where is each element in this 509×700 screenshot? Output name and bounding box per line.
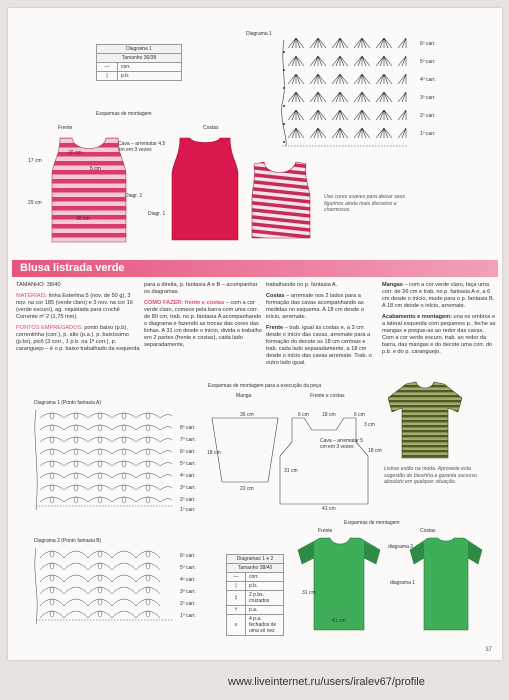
- legend-text: p.a.: [246, 606, 284, 615]
- measure-6cm-left: 6 cm: [298, 412, 309, 418]
- measure-36cm-sleeve: 36 cm: [240, 412, 254, 418]
- legend-text: corr.: [246, 573, 284, 582]
- measure-18cm-armhole: 18 cm: [368, 448, 382, 454]
- text-column-2: [144, 282, 262, 353]
- text-column-4: [382, 282, 496, 360]
- row-arrow-label: 5º carr.: [420, 59, 436, 65]
- bottom-back-label: Costas: [420, 528, 436, 534]
- diag1-label: Diagr. 1: [125, 193, 143, 199]
- row-label: 3º carr.: [180, 485, 196, 491]
- legend-subtitle: Tamanho 38/40: [227, 564, 284, 573]
- armhole-note: Cava – arrematar 4,5 cm em 3 vezes: [118, 141, 166, 153]
- bottom-front-label: Frente: [318, 528, 333, 534]
- measure-17cm: 17 cm: [28, 158, 42, 164]
- top-section: [8, 8, 502, 252]
- legend-symbol: ‡: [227, 591, 246, 606]
- legend-text: corr.: [118, 63, 182, 72]
- measure-31cm-bottom: 31 cm: [302, 590, 316, 596]
- mid-schematic-title: Esquemas de montagem para a execução da peça: [208, 383, 322, 389]
- measure-36cm: 36 cm: [76, 216, 90, 222]
- row-arrow-label: 6º carr.: [420, 41, 436, 47]
- row-label: 5º carr.: [180, 565, 196, 571]
- materials-text: linha Esterlina 5 (nov. de 50 g), 3 nov. na cor 185 (verde claro) e 3 nov. na cor 16 (verde escuro), ag. niquelada para crochê Corrente nº 2 (1,75 mm).: [16, 293, 134, 320]
- pink-top-back-diagram: [168, 134, 242, 244]
- back-text: – arremate nos 2 lados para a formação das cavas acompanhando as medidas no esquema. A 18 cm desde o início, arremate.: [266, 293, 364, 320]
- back-label: Costas: [203, 125, 219, 131]
- col3-intro: trabalhando no p. fantasia A.: [266, 282, 338, 288]
- diagram2-label: diagrama 2: [388, 544, 414, 550]
- sleeves-text: – com a cor verde claro, faça uma corr. de 26 cm e trab. no p. fantasia A e, a 6 cm desde o início, mude para o p. fantasia B. A 18 cm desde o início, arremate.: [382, 282, 495, 309]
- green-top-caption: Listras estão na moda. Aproveite esta sugestão de blusinha e garanta sucesso absoluto em qualquer situação.: [384, 466, 477, 485]
- row-label: 4º carr.: [180, 577, 196, 583]
- front-label: Frente: [58, 125, 73, 131]
- crochet-diagram-1: [278, 34, 418, 152]
- diagram-a-title: Diagrama 1 (Ponto fantasia A): [34, 400, 101, 406]
- row-label: 2º carr.: [180, 497, 196, 503]
- row-arrow-label: 3º carr.: [420, 95, 436, 101]
- green-top-photo: [382, 380, 466, 462]
- row-arrow-label: 1º carr.: [420, 131, 436, 137]
- measure-41cm-bottom: 41 cm: [332, 618, 346, 624]
- how-to-heading: COMO FAZER: frente e costas: [144, 300, 225, 306]
- row-label: 1º carr.: [180, 507, 196, 513]
- footer-url[interactable]: www.liveinternet.ru/users/iralev67/profile: [228, 676, 425, 688]
- measure-18cm-sleeve: 18 cm: [207, 450, 221, 456]
- legend-text: p.b.: [118, 72, 182, 81]
- sleeves-heading: Mangas: [382, 282, 403, 288]
- row-label: 6º carr.: [180, 553, 196, 559]
- row-label: 1º carr.: [180, 613, 196, 619]
- symbol-legend-table-1: [96, 44, 182, 81]
- legend-text: p.b.: [246, 582, 284, 591]
- stitches-text: ponto baixo (p.b), correntinha (corr.), p. alto (p.a.), p. baixíssimo (p.bx), picô (3 corr., 1 p.b. na 1ª corr.), p. caranguejo – é o p. baixo trabalhado da esquerda: [16, 325, 140, 352]
- finishing-heading: Acabamento e montagem:: [382, 314, 452, 320]
- row-label: 6º carr.: [180, 449, 196, 455]
- measure-5cm: 5 cm: [90, 166, 101, 172]
- bottom-schematic-title: Esquemas de montagem: [344, 520, 400, 526]
- diagram-b-title: Diagrama 2 (Ponto fantasia B): [34, 538, 102, 544]
- legend-symbol: —: [227, 573, 246, 582]
- striped-top-photo: [244, 158, 316, 244]
- text-column-3: [266, 282, 378, 371]
- stitches-heading: PONTOS EMPREGADOS:: [16, 325, 83, 331]
- legend-subtitle: Tamanho 36/38: [97, 54, 182, 63]
- legend-text: 2 p.bx. cruzados: [246, 591, 284, 606]
- size-line: TAMANHO: 38/40: [16, 282, 61, 288]
- legend-symbol: ≡: [227, 615, 246, 636]
- front-heading: Frente: [266, 325, 284, 331]
- row-label: 7º carr.: [180, 437, 196, 443]
- measure-18cm-neck: 18 cm: [322, 412, 336, 418]
- legend-symbol: †: [227, 606, 246, 615]
- legend-text: 4 p.a. fechados de uma só vez: [246, 615, 284, 636]
- section-banner: [12, 260, 498, 277]
- measure-22cm: 22 cm: [240, 486, 254, 492]
- row-arrow-label: 4º carr.: [420, 77, 436, 83]
- text-column-1: [16, 282, 140, 357]
- legend-symbol: |: [227, 582, 246, 591]
- row-label: 3º carr.: [180, 589, 196, 595]
- measure-41cm: 41 cm: [322, 506, 336, 512]
- front-text: – trab. igual às costas e, a 3 cm desde o início das cavas, arremate para a formação do decote os 18 cm centrais e trab. cada lado separadamente, a 18 cm desde o início das cavas arremate. Trab. o outro lado igual.: [266, 325, 372, 366]
- diagram1-label: diagrama 1: [390, 580, 416, 586]
- measure-3cm: 3 cm: [364, 422, 375, 428]
- legend-symbol: |: [97, 72, 118, 81]
- col2-intro: para a direita, p. fantasia A e B – acompanhar os diagramas.: [144, 282, 258, 295]
- crochet-diagram-a: [32, 406, 176, 512]
- legend-symbol: —: [97, 63, 118, 72]
- armhole-note-2: Cava – arrematar 5 cm em 3 vezes: [320, 438, 364, 450]
- diagram-1-label: Diagrama 1: [246, 31, 272, 37]
- back-heading: Costas: [266, 293, 285, 299]
- section-title: Blusa listrada verde: [20, 262, 125, 274]
- diag1-back-label: Diagr. 1: [148, 211, 166, 217]
- green-back-schematic: [406, 534, 486, 634]
- sleeve-label: Manga: [236, 393, 252, 399]
- front-back-label: Frente e costas: [310, 393, 345, 399]
- measure-29cm: 29 cm: [28, 200, 42, 206]
- row-label: 2º carr.: [180, 601, 196, 607]
- row-arrow-label: 2º carr.: [420, 113, 436, 119]
- measure-6cm-right: 6 cm: [354, 412, 365, 418]
- finishing-text: una os ombros e a lateral esquerda com pequenos p., feche as mangas e pregue-as ao redor das cavas. Com a cor verde escuro, trab. ao redor da barra, das mangas e do decote uma corr. do p.b. e do p. caranguejo.: [382, 314, 496, 355]
- how-to-text: – com a cor verde claro, comece pela barra com uma corr. de 80 cm, trab. no p. fantasia A acompanhando o diagrama e fazendo as trocas das cores das linhas. A 31 cm desde o início, divida o trabalho em 2 partes (frente e costas), cada lado separadamente,: [144, 300, 262, 348]
- page-number: 37: [485, 647, 492, 653]
- crochet-diagram-b: [32, 544, 176, 626]
- measure-20cm: 20 cm: [68, 150, 82, 156]
- measure-31cm: 31 cm: [284, 468, 298, 474]
- legend-title: Diagramas 1 e 2: [227, 555, 284, 564]
- materials-heading: MATERIAIS:: [16, 293, 48, 299]
- row-label: 4º carr.: [180, 473, 196, 479]
- schematic-title: Esquemas de montagem: [96, 111, 152, 117]
- symbol-legend-table-2: [226, 554, 284, 636]
- magazine-page: [8, 8, 502, 660]
- top-caption: Use cores suaves para deixar seus figurinos ainda mais discretos e charmosos.: [324, 194, 406, 213]
- row-label: 8º carr.: [180, 425, 196, 431]
- legend-title: Diagrama 1: [97, 45, 182, 54]
- row-label: 5º carr.: [180, 461, 196, 467]
